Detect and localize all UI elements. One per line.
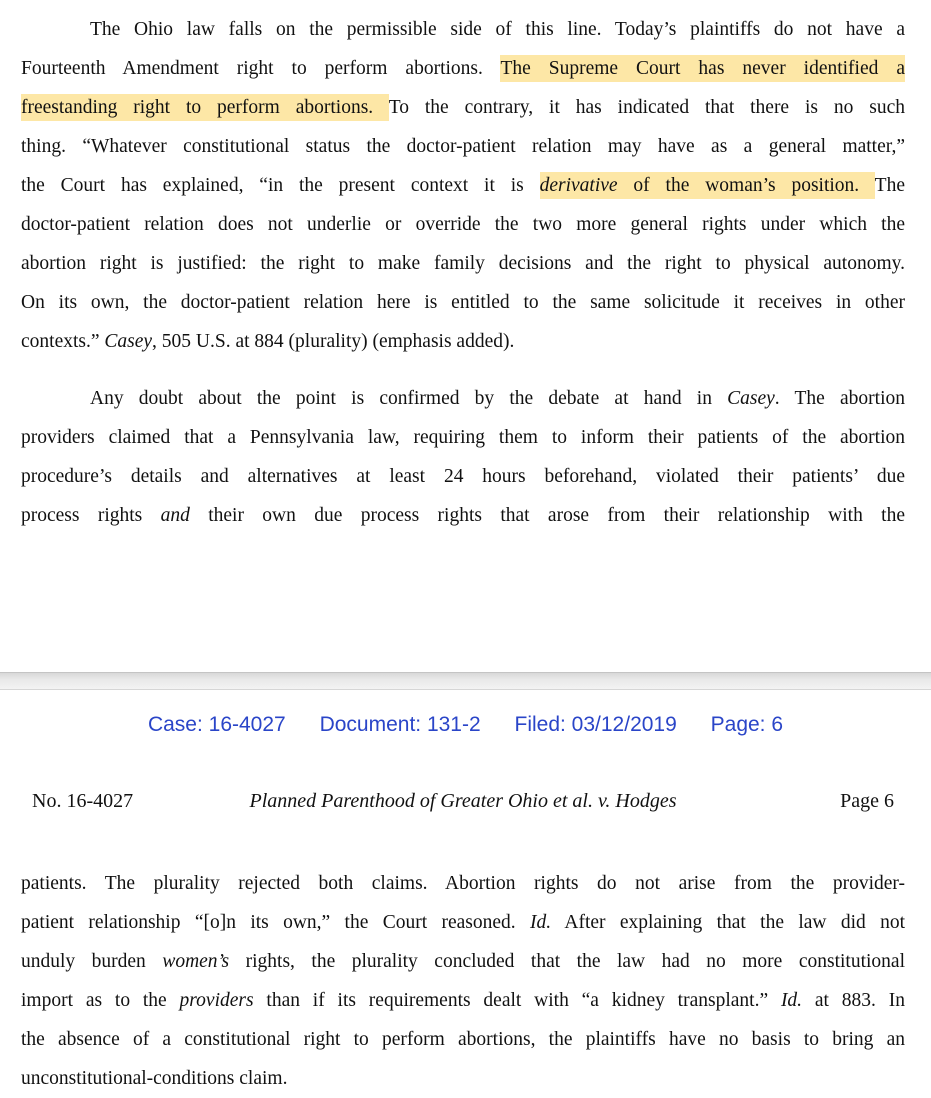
text-line: the Court has explained, “in the present context it is derivative of the woman’s position. The xyxy=(21,166,905,205)
text-line: Fourteenth Amendment right to perform abortions. The Supreme Court has never identified a xyxy=(21,49,905,88)
paragraph-plurality xyxy=(21,864,905,1098)
stamp-page: Page: 6 xyxy=(710,713,784,736)
text-line: unconstitutional-conditions claim. xyxy=(21,1068,288,1089)
text-line: patient relationship “[o]n its own,” the Court reasoned. Id. After explaining that the law did not xyxy=(21,912,906,933)
highlighted-text: freestanding right to perform abortions. xyxy=(21,94,389,121)
filing-stamp xyxy=(0,713,931,737)
text-line: thing. “Whatever constitutional status the doctor-patient relation may have as a general matter,” xyxy=(21,136,905,157)
case-caption: Planned Parenthood of Greater Ohio et al. v. Hodges xyxy=(249,790,677,812)
text-line: the absence of a constitutional right to perform abortions, the plaintiffs have no basis to bring an xyxy=(21,1029,905,1050)
page-separator xyxy=(0,672,931,690)
text-line: process rights and their own due process rights that arose from their relationship with the xyxy=(21,505,905,526)
text-line: On its own, the doctor-patient relation here is entitled to the same solicitude it receives in other xyxy=(21,292,905,313)
text-line: doctor-patient relation does not underlie or override the two more general rights under which the xyxy=(21,214,905,235)
page-number: Page 6 xyxy=(840,790,894,812)
stamp-document: Document: 131-2 xyxy=(319,713,481,736)
highlighted-text: The Supreme Court has never identified a xyxy=(500,55,905,82)
highlighted-text: derivative of the woman’s position. xyxy=(540,172,875,199)
running-head xyxy=(32,790,894,820)
stamp-case: Case: 16-4027 xyxy=(147,713,286,736)
text-line: contexts.” Casey, 505 U.S. at 884 (plurality) (emphasis added). xyxy=(21,331,515,352)
text-line: abortion right is justified: the right to make family decisions and the right to physical autonomy. xyxy=(21,253,905,274)
text-line: patients. The plurality rejected both claims. Abortion rights do not arise from the provider- xyxy=(21,873,905,894)
text-line: providers claimed that a Pennsylvania law, requiring them to inform their patients of the abortion xyxy=(21,427,905,448)
case-number: No. 16-4027 xyxy=(32,790,134,812)
text-line: freestanding right to perform abortions. To the contrary, it has indicated that there is no such xyxy=(21,88,905,127)
text-line: The Ohio law falls on the permissible side of this line. Today’s plaintiffs do not have a xyxy=(90,19,905,40)
text-line: import as to the providers than if its requirements dealt with “a kidney transplant.” Id. at 883. In xyxy=(21,990,905,1011)
paragraph-casey-debate xyxy=(21,379,905,535)
paragraph-ohio-law xyxy=(21,10,905,361)
text-line: unduly burden women’s rights, the plurality concluded that the law had no more constitutional xyxy=(21,951,905,972)
text-line: Any doubt about the point is confirmed by the debate at hand in Casey. The abortion xyxy=(90,388,905,409)
stamp-filed: Filed: 03/12/2019 xyxy=(514,713,677,736)
text-line: procedure’s details and alternatives at least 24 hours beforehand, violated their patients’ due xyxy=(21,466,905,487)
